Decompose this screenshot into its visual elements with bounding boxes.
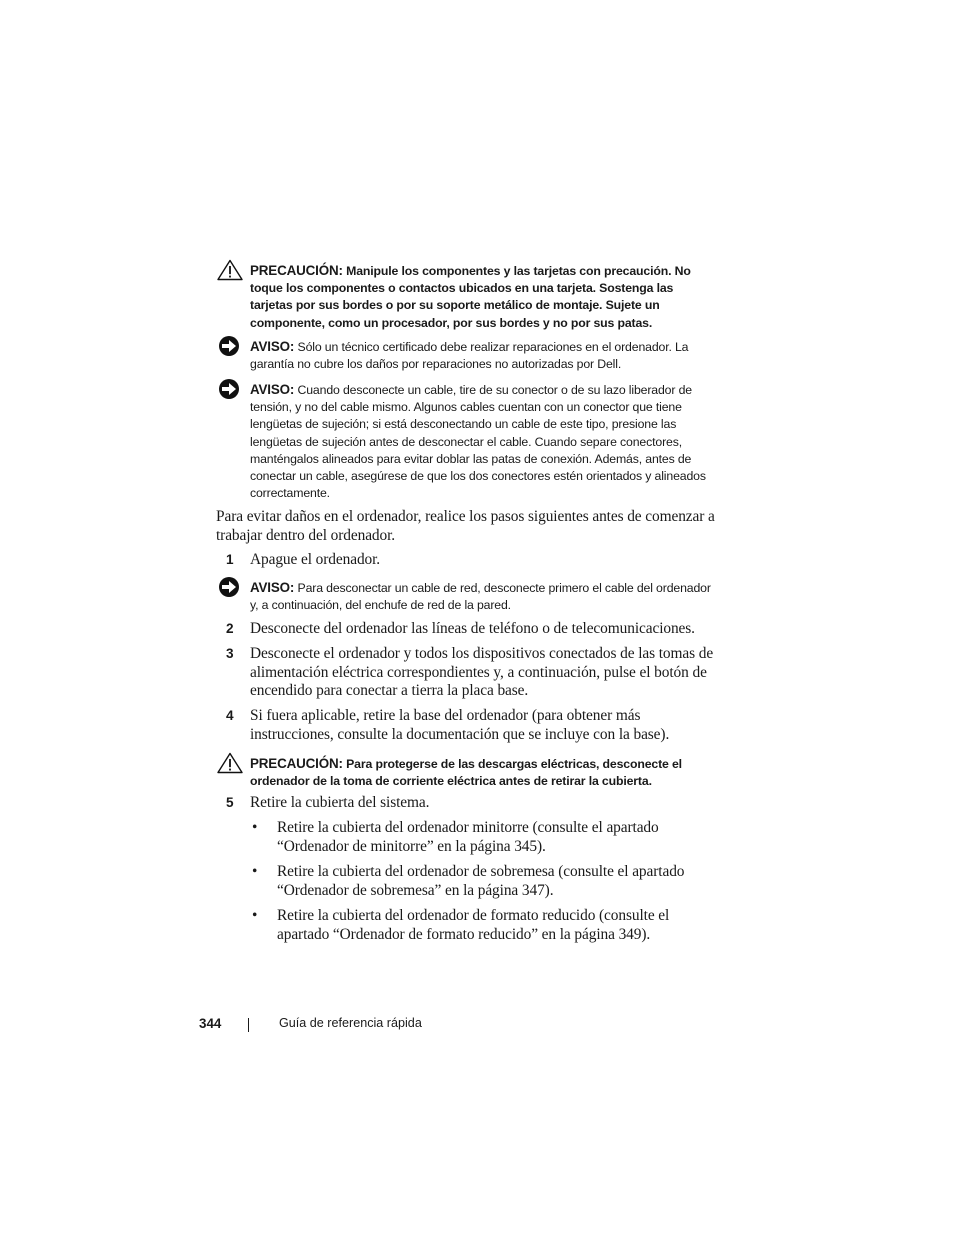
step-number: 3 (226, 646, 234, 661)
note-body: Sólo un técnico certificado debe realizar reparaciones en el ordenador. La garantía no cubre los daños por reparaciones no autorizadas por Dell. (250, 340, 689, 372)
bullet-text: Retire la cubierta del ordenador minitorre (consulte el apartado “Ordenador de minitorre” en la página 345). (277, 819, 659, 855)
intro-paragraph: Para evitar daños en el ordenador, realice los pasos siguientes antes de comenzar a trabajar dentro del ordenador. (216, 508, 715, 544)
step-item (226, 707, 716, 744)
notice-arrow-icon (216, 378, 244, 400)
step-text: Apague el ordenador. (250, 551, 381, 568)
caution-note (216, 755, 716, 790)
step-number: 4 (226, 708, 234, 723)
step-number: 5 (226, 795, 234, 810)
step-text: Desconecte el ordenador y todos los dispositivos conectados de las tomas de alimentación eléctrica correspondientes y, a continuación, pulse el botón de encendido para conectar a tierra la placa base. (250, 645, 714, 700)
step-number: 1 (226, 552, 234, 567)
note-body: Para protegerse de las descargas eléctricas, desconecte el ordenador de la toma de corriente eléctrica antes de retirar la cubierta. (250, 757, 682, 789)
warning-triangle-icon (216, 259, 244, 281)
step-text: Si fuera aplicable, retire la base del ordenador (para obtener más instrucciones, consulte la documentación que se incluye con la base). (250, 707, 670, 743)
step-item (226, 551, 716, 570)
step-text: Retire la cubierta del sistema. (250, 794, 430, 811)
warning-triangle-icon (216, 752, 244, 774)
caution-text (250, 262, 716, 332)
bullet-text: Retire la cubierta del ordenador de sobremesa (consulte el apartado “Ordenador de sobremesa” en la página 347). (277, 863, 685, 899)
step-item (226, 794, 716, 813)
caution-text (250, 755, 716, 790)
notice-text (250, 579, 716, 614)
notice-note (216, 381, 716, 502)
notice-text (250, 338, 716, 373)
step-number: 2 (226, 621, 234, 636)
bullet-mark: • (252, 907, 258, 924)
notice-text (250, 381, 716, 502)
page-number: 344 (199, 1016, 222, 1031)
bullet-item (250, 907, 716, 944)
bullet-text: Retire la cubierta del ordenador de formato reducido (consulte el apartado “Ordenador de formato reducido” en la página 349). (277, 907, 670, 943)
caution-note (216, 262, 716, 332)
bullet-mark: • (252, 819, 258, 836)
note-label: PRECAUCIÓN: (250, 756, 343, 771)
step-item (226, 620, 716, 639)
note-label: AVISO: (250, 339, 295, 354)
footer-divider (248, 1018, 249, 1032)
bullet-item (250, 863, 716, 900)
notice-arrow-icon (216, 335, 244, 357)
note-label: AVISO: (250, 382, 295, 397)
note-label: PRECAUCIÓN: (250, 263, 343, 278)
notice-note (216, 579, 716, 614)
step-item (226, 645, 716, 701)
note-label: AVISO: (250, 580, 295, 595)
notice-note (216, 338, 716, 373)
step-text: Desconecte del ordenador las líneas de teléfono o de telecomunicaciones. (250, 620, 695, 637)
document-title: Guía de referencia rápida (279, 1016, 422, 1030)
bullet-mark: • (252, 863, 258, 880)
note-body: Manipule los componentes y las tarjetas con precaución. No toque los componentes o contactos ubicados en una tarjeta. Sostenga las tarjetas por sus bordes o por su soporte metálico de montaje. Sujete un componente, como un procesador, por sus bordes y no por sus patas. (250, 264, 691, 330)
note-body: Cuando desconecte un cable, tire de su conector o de su lazo liberador de tensión, y no del cable mismo. Algunos cables cuentan con un conector que tiene lengüetas de sujeción; si está desconectando un cable de este tipo, presione las lengüetas de sujeción antes de desconectar el cable. Cuando separe conectores, manténgalos alineados para evitar doblar las patas de conexión. Además, antes de conectar un cable, asegúrese de que los dos conectores estén orientados y alineados correctamente. (250, 383, 706, 501)
bullet-item (250, 819, 716, 856)
notice-arrow-icon (216, 576, 244, 598)
note-body: Para desconectar un cable de red, desconecte primero el cable del ordenador y, a continuación, del enchufe de red de la pared. (250, 581, 711, 613)
